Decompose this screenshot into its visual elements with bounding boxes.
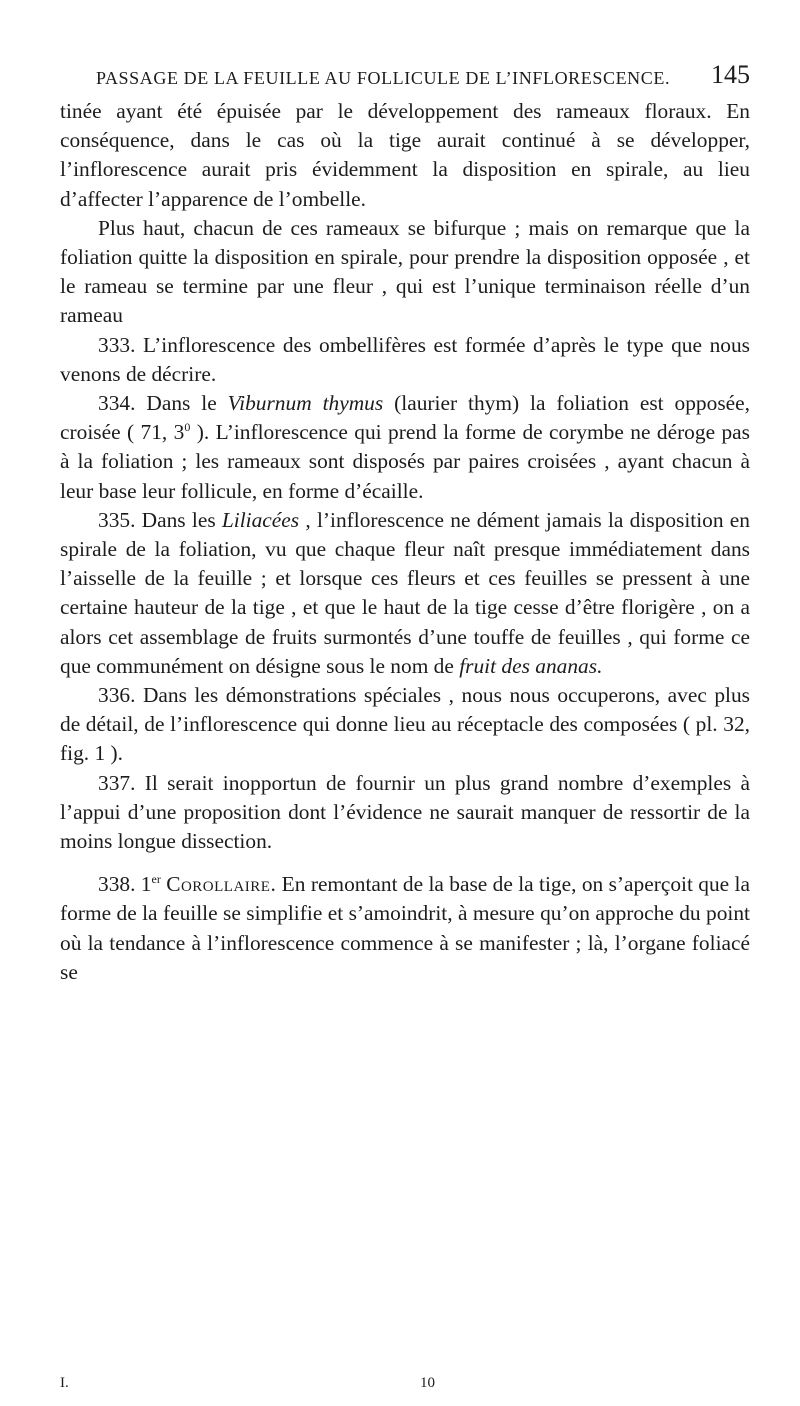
paragraph-337: 337. Il serait inopportun de fournir un plus grand nombre d’exemples à l’appui d’une proposition dont l’évidence ne saurait manquer de ressortir de la moins longue dissection. (60, 770, 750, 854)
paragraph-336: 336. Dans les démonstrations spéciales , nous nous occuperons, avec plus de détail, de l’inflorescence qui donne lieu au réceptacle des composées ( pl. 32, fig. 1 ). (60, 683, 750, 766)
page-number: 145 (711, 60, 750, 89)
paragraph-333: 333. L’inflorescence des ombellifères est formée d’après le type que nous venons de décrire. (60, 332, 750, 386)
paragraph-334: 334. Dans le Viburnum thymus (laurier thym) la foliation est opposée, croisée ( 71, $3^0$ ). L’inflorescence qui prend la forme de corymbe ne déroge pas à la foliation ; les rameaux sont disposés par paires croisées , ayant chacun à leur base leur follicule, en forme d’écaille. (60, 391, 750, 503)
paragraph: Plus haut, chacun de ces rameaux se bifurque ; mais on remarque que la foliation quitte la disposition en spirale, pour prendre la disposition opposée , et le rameau se termine par une fleur , qui est l’unique terminaison réelle d’un rameau (60, 215, 750, 328)
paragraph-continued: tinée ayant été épuisée par le développement des rameaux floraux. En conséquence, dans le cas où la tige aurait continué à se développer, l’inflorescence aurait pris évidemment la disposition en spirale, au lieu d’affecter l’apparence de l’ombelle. (60, 99, 750, 211)
footer (60, 1375, 800, 1395)
running-title: PASSAGE DE LA FEUILLE AU FOLLICULE DE L’INFLORESCENCE. (96, 68, 671, 88)
paragraph-338: 338. 1er Corollaire. En remontant de la base de la tige, on s’aperçoit que la forme de la feuille se simplifie et s’amoindrit, à mesure qu’on approche du point où la tendance à l’inflorescence commence à se manifester ; là, l’organe foliacé se (60, 872, 750, 984)
body-text (60, 97, 750, 987)
taxon-name: Viburnum thymus (227, 391, 384, 416)
paragraph-335: 335. Dans les Liliacées , l’inflorescence ne dément jamais la disposition en spirale de la foliation, vu que chaque fleur naît presque immédiatement dans l’aisselle de la feuille ; et lorsque ces fleurs et ces feuilles se pressent à une certaine hauteur de la tige , et que le haut de la tige cesse d’être florigère , on a alors cet assemblage de fruits surmontés d’une touffe de feuilles , qui forme ce que communément on désigne sous le nom de fruit des ananas. (60, 507, 750, 678)
signature-mark: I. (60, 1375, 69, 1391)
running-head (96, 60, 750, 94)
signature-number: 10 (420, 1375, 435, 1391)
corollary-label: Corollaire. (166, 872, 277, 897)
term-italic: fruit des ananas. (459, 653, 603, 678)
family-name: Liliacées (221, 507, 300, 532)
page (60, 0, 750, 1406)
